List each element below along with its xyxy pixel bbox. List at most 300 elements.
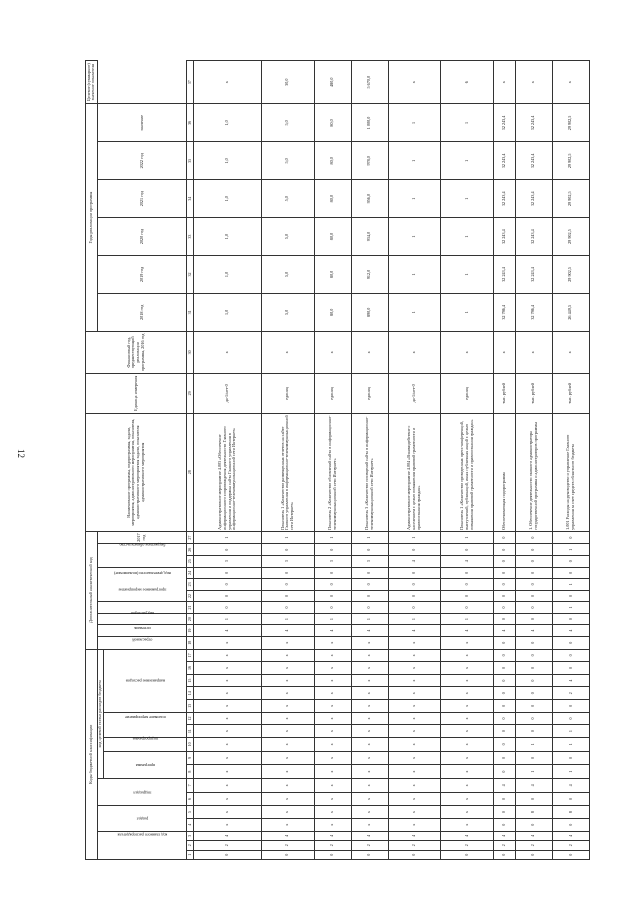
header-prior-year: Финансовый год, предшествующий реализации программы, 2016 год — [86, 331, 187, 373]
code-cell: x — [194, 725, 262, 738]
code-cell: 0 — [314, 590, 351, 602]
code-cell: 0 — [515, 590, 552, 602]
code-cell: 0 — [194, 602, 262, 614]
row-name: Административное мероприятие 4.003 «Обеспечение информационного сопровождения деятельности Главного управления и поддержка сайта Главного управления в информационно-телекоммуникационной сети Интернет» — [194, 413, 262, 531]
code-cell: 3 — [262, 556, 315, 568]
row-year-value: 32 243,4 — [493, 104, 515, 142]
code-cell: 0 — [194, 567, 262, 579]
code-cell: 0 — [493, 662, 515, 675]
row-year-value: 32 243,4 — [515, 142, 552, 180]
code-cell: x — [351, 687, 388, 700]
row-unit: единиц — [314, 373, 351, 413]
code-cell: x — [441, 818, 494, 831]
code-cell: x — [262, 700, 315, 713]
code-cell: 0 — [493, 687, 515, 700]
code-cell: x — [262, 712, 315, 725]
column-number: 32 — [187, 256, 194, 294]
column-number: 5 — [187, 806, 194, 819]
header-subprogram: подпрограмма — [104, 737, 187, 751]
code-cell: x — [262, 818, 315, 831]
code-cell: 0 — [515, 687, 552, 700]
header-main-event: основное мероприятие — [104, 712, 187, 737]
code-cell: 0 — [552, 818, 589, 831]
code-cell: x — [262, 737, 315, 751]
row-year-value: 32 786,4 — [515, 293, 552, 331]
code-cell: x — [314, 700, 351, 713]
code-cell: x — [314, 792, 351, 806]
code-cell: 0 — [552, 613, 589, 625]
code-cell: 0 — [493, 674, 515, 687]
row-name: Показатель 1 «Количество проведенных пресс-конференций, выступлений, публикаций, иных публичных акций с целью повышения правовой грамотности и правосознания граждан» — [441, 413, 494, 531]
column-number: 33 — [187, 218, 194, 256]
code-cell: 0 — [515, 602, 552, 614]
code-cell: 0 — [493, 712, 515, 725]
header-budget-classification: Коды бюджетной классификации — [86, 649, 98, 859]
column-number: 3 — [187, 831, 194, 840]
column-number: 15 — [187, 674, 194, 687]
column-number: 8 — [187, 765, 194, 779]
row-year-value: 32 243,4 — [515, 256, 552, 294]
code-cell: 2 — [314, 841, 351, 850]
code-cell: 3 — [194, 556, 262, 568]
table-row — [493, 61, 515, 860]
code-cell: x — [388, 818, 441, 831]
row-year-value: 32 786,4 — [493, 293, 515, 331]
code-cell: 0 — [493, 725, 515, 738]
code-cell: x — [194, 712, 262, 725]
code-cell: x — [262, 792, 315, 806]
code-cell: 0 — [515, 674, 552, 687]
code-cell: x — [441, 779, 494, 793]
code-cell: 0 — [493, 602, 515, 614]
code-cell: 1 — [388, 531, 441, 544]
code-cell: 0 — [388, 850, 441, 859]
header-direction: направление расходов — [104, 649, 187, 712]
code-cell: x — [351, 674, 388, 687]
row-year-value: 29 902,5 — [552, 180, 589, 218]
row-prior-year: x — [194, 331, 262, 373]
column-number: 29 — [187, 373, 194, 413]
code-cell: 0 — [515, 579, 552, 591]
row-target: 30,0 — [262, 61, 315, 104]
row-year-value: 32 243,4 — [515, 218, 552, 256]
column-number: 35 — [187, 142, 194, 180]
header-year-5: 2021 год — [97, 180, 187, 218]
table-row — [194, 61, 262, 860]
code-cell: 2 — [515, 841, 552, 850]
code-cell: 4 — [262, 831, 315, 840]
code-cell: x — [314, 737, 351, 751]
code-cell: 0 — [493, 765, 515, 779]
row-name: Административное мероприятие 4.004 «Взаимодействие с населением с целью повышения правовой грамотности и правосознания граждан» — [388, 413, 441, 531]
code-cell: 0 — [552, 751, 589, 765]
row-name: Показатель 3 «Количество посещений сайта в информационно-телекоммуникационной сети Интернет» — [351, 413, 388, 531]
code-cell: 4 — [314, 831, 351, 840]
code-cell: x — [314, 687, 351, 700]
code-cell: 1 — [552, 544, 589, 556]
code-cell: 8 — [552, 806, 589, 819]
code-cell: x — [314, 818, 351, 831]
column-number: 17 — [187, 649, 194, 662]
code-cell: 0 — [388, 602, 441, 614]
code-cell: 4 — [552, 674, 589, 687]
code-cell: 4 — [515, 625, 552, 637]
code-cell: 4 — [515, 831, 552, 840]
code-cell: 0 — [351, 850, 388, 859]
code-cell: 0 — [441, 602, 494, 614]
code-cell: x — [351, 649, 388, 662]
code-cell: 4 — [441, 831, 494, 840]
code-cell: 2 — [388, 841, 441, 850]
row-year-value: 80,0 — [314, 142, 351, 180]
code-cell: x — [351, 712, 388, 725]
code-cell: 0 — [441, 590, 494, 602]
row-unit: да-1/нет-0 — [194, 373, 262, 413]
code-cell: 0 — [262, 579, 315, 591]
row-year-value: 80,0 — [314, 180, 351, 218]
code-cell: x — [314, 649, 351, 662]
code-cell: 0 — [441, 850, 494, 859]
code-cell: x — [351, 737, 388, 751]
row-year-value: 1,0 — [194, 180, 262, 218]
code-cell: 0 — [314, 850, 351, 859]
program-table — [85, 60, 590, 860]
code-cell: x — [194, 765, 262, 779]
row-unit: тыс. рублей — [493, 373, 515, 413]
code-cell: 0 — [388, 567, 441, 579]
column-number: 37 — [187, 61, 194, 104]
code-cell: x — [194, 737, 262, 751]
table-row — [515, 61, 552, 860]
code-cell: x — [351, 751, 388, 765]
header-expense-type: вид расходов — [97, 613, 187, 625]
table-row — [388, 61, 441, 860]
code-cell: 1 — [552, 737, 589, 751]
table-row — [552, 61, 589, 860]
header-program-event: программное мероприятие — [97, 602, 187, 614]
code-cell: 0 — [493, 818, 515, 831]
row-year-value: 1 — [441, 180, 494, 218]
code-cell: 0 — [515, 818, 552, 831]
code-cell: x — [388, 712, 441, 725]
row-prior-year: x — [314, 331, 351, 373]
code-cell: 0 — [262, 544, 315, 556]
code-cell: 4 — [493, 831, 515, 840]
code-cell: 1 — [351, 531, 388, 544]
column-number: 18 — [187, 636, 194, 649]
code-cell: 4 — [351, 831, 388, 840]
code-cell: 0 — [388, 590, 441, 602]
code-cell: 0 — [262, 590, 315, 602]
code-cell: 0 — [515, 544, 552, 556]
row-year-value: 29 902,5 — [552, 104, 589, 142]
row-year-value: 1 — [388, 218, 441, 256]
row-year-value: 978,0 — [351, 142, 388, 180]
code-cell: x — [351, 779, 388, 793]
header-subsection: подраздел — [97, 779, 187, 806]
code-cell: x — [194, 792, 262, 806]
code-cell: x — [441, 662, 494, 675]
code-cell: x — [351, 662, 388, 675]
code-cell: 0 — [314, 602, 351, 614]
header-activity-type: вид деятельности (полномочие) — [97, 567, 187, 602]
column-number: 10 — [187, 737, 194, 751]
code-cell: x — [388, 687, 441, 700]
code-cell: x — [262, 765, 315, 779]
row-year-value: 1 — [441, 256, 494, 294]
code-cell: 4 — [314, 625, 351, 637]
column-number: 9 — [187, 751, 194, 765]
row-target: x — [194, 61, 262, 104]
row-year-value: 1 — [388, 104, 441, 142]
column-number: 19 — [187, 625, 194, 637]
code-cell: x — [314, 674, 351, 687]
code-cell: x — [314, 712, 351, 725]
code-cell: 0 — [194, 850, 262, 859]
code-cell: 0 — [493, 590, 515, 602]
code-cell: 4 — [441, 625, 494, 637]
code-cell: 4 — [552, 779, 589, 793]
code-cell: 0 — [515, 531, 552, 544]
header-unit: Единица измерения — [86, 373, 187, 413]
code-cell: 0 — [314, 544, 351, 556]
code-cell: 0 — [552, 662, 589, 675]
row-unit: единиц — [262, 373, 315, 413]
row-year-value: 29 902,5 — [552, 142, 589, 180]
code-cell: x — [441, 687, 494, 700]
code-cell: 0 — [515, 556, 552, 568]
code-cell: 4 — [194, 625, 262, 637]
row-year-value: 1,0 — [194, 293, 262, 331]
column-number: 34 — [187, 180, 194, 218]
code-cell: 0 — [493, 700, 515, 713]
code-cell: 0 — [515, 850, 552, 859]
code-cell: x — [262, 751, 315, 765]
row-unit: да-1/нет-0 — [388, 373, 441, 413]
code-cell: 3 — [314, 556, 351, 568]
code-cell: 0 — [493, 636, 515, 649]
column-number: 1 — [187, 850, 194, 859]
code-cell: 1 — [552, 602, 589, 614]
header-row-1 — [86, 61, 98, 860]
row-target: 480,0 — [314, 61, 351, 104]
code-cell: 0 — [351, 602, 388, 614]
code-cell: x — [441, 806, 494, 819]
code-cell: 0 — [493, 613, 515, 625]
code-cell: x — [388, 751, 441, 765]
column-number-row — [187, 61, 194, 860]
row-year-value: 956,0 — [351, 180, 388, 218]
code-cell: 1 — [515, 737, 552, 751]
header-additional-code: Дополнительный аналитический код — [86, 531, 98, 649]
code-cell: x — [441, 674, 494, 687]
row-year-value: 80,0 — [314, 293, 351, 331]
row-name: 1.001 Расходы на руководство и управление Главного управления за счет средств областного бюджета — [552, 413, 589, 531]
code-cell: x — [194, 649, 262, 662]
code-cell: 2 — [552, 841, 589, 850]
code-cell: x — [388, 792, 441, 806]
code-cell: 0 — [351, 567, 388, 579]
code-cell: 1 — [262, 613, 315, 625]
code-cell: x — [314, 751, 351, 765]
code-cell: x — [351, 806, 388, 819]
row-prior-year: x — [388, 331, 441, 373]
column-number: 13 — [187, 700, 194, 713]
row-prior-year: x — [262, 331, 315, 373]
code-cell: x — [388, 779, 441, 793]
code-cell: 1 — [552, 579, 589, 591]
header-year-6: 2022 год — [97, 142, 187, 180]
code-cell: 0 — [552, 649, 589, 662]
table-row — [314, 61, 351, 860]
page-number: 12 — [16, 449, 26, 458]
code-cell: x — [388, 649, 441, 662]
row-year-value: 5,0 — [262, 142, 315, 180]
code-cell: 1 — [194, 613, 262, 625]
code-cell: x — [262, 674, 315, 687]
row-year-value: 1 — [441, 142, 494, 180]
row-year-value: 1,0 — [194, 142, 262, 180]
code-cell: 0 — [351, 590, 388, 602]
code-cell: 0 — [493, 792, 515, 806]
code-cell: x — [388, 806, 441, 819]
code-cell: 0 — [493, 751, 515, 765]
code-cell: 0 — [314, 579, 351, 591]
row-unit: тыс. рублей — [515, 373, 552, 413]
code-cell: 4 — [552, 625, 589, 637]
row-name: Показатель 2 «Количество обновлений сайта в информационно-телекоммуникационной сети Интернет» — [314, 413, 351, 531]
row-year-value: 1 — [388, 256, 441, 294]
column-number: 6 — [187, 792, 194, 806]
code-cell: x — [194, 818, 262, 831]
row-year-value: 890,0 — [351, 293, 388, 331]
code-cell: x — [441, 636, 494, 649]
row-year-value: 5,0 — [262, 104, 315, 142]
code-cell: x — [351, 700, 388, 713]
code-cell: x — [314, 806, 351, 819]
code-cell: x — [194, 687, 262, 700]
row-year-value: 29 902,5 — [552, 256, 589, 294]
row-year-value: 1,0 — [194, 218, 262, 256]
code-cell: 1 — [441, 531, 494, 544]
header-funding-source: источник — [97, 625, 187, 637]
row-year-value: 5,0 — [262, 256, 315, 294]
code-cell: x — [262, 806, 315, 819]
code-cell: 4 — [351, 625, 388, 637]
code-cell: 2 — [441, 841, 494, 850]
code-cell: 0 — [552, 700, 589, 713]
code-cell: 1 — [388, 613, 441, 625]
code-cell: x — [388, 674, 441, 687]
row-target: 6 — [441, 61, 494, 104]
column-number: 28 — [187, 413, 194, 531]
code-cell: 0 — [262, 602, 315, 614]
header-name: Наименование программы, подпрограммы, задачи, мероприятия, административного мероприятия, показателя, административного мероприятия задачи, показателя административного мероприятия — [86, 413, 187, 531]
code-cell: x — [262, 779, 315, 793]
code-cell: 0 — [194, 590, 262, 602]
code-cell: x — [441, 712, 494, 725]
code-cell: 0 — [351, 544, 388, 556]
row-year-value: 80,0 — [314, 104, 351, 142]
code-cell: x — [351, 818, 388, 831]
code-cell: 0 — [262, 567, 315, 579]
code-cell: 2 — [351, 841, 388, 850]
code-cell: 0 — [441, 544, 494, 556]
header-program: программа — [104, 751, 187, 778]
row-year-value: 1 — [441, 293, 494, 331]
header-target-article: код целевой статьи расходов бюджета — [97, 649, 104, 778]
code-cell: 1 — [314, 613, 351, 625]
code-cell: x — [441, 700, 494, 713]
row-year-value: 80,0 — [314, 218, 351, 256]
code-cell: 0 — [515, 792, 552, 806]
row-year-value: 32 243,4 — [493, 256, 515, 294]
column-number: 24 — [187, 567, 194, 579]
code-cell: 1 — [515, 765, 552, 779]
code-cell: 0 — [351, 579, 388, 591]
code-cell: x — [441, 792, 494, 806]
code-cell: x — [388, 662, 441, 675]
code-cell: x — [441, 751, 494, 765]
row-year-value: 1 — [388, 142, 441, 180]
code-cell: 4 — [388, 556, 441, 568]
code-cell: x — [262, 687, 315, 700]
code-cell: 0 — [552, 590, 589, 602]
code-cell: 1 — [351, 613, 388, 625]
code-cell: 0 — [493, 531, 515, 544]
code-cell: 0 — [388, 544, 441, 556]
column-number: 7 — [187, 779, 194, 793]
column-number: 36 — [187, 104, 194, 142]
code-cell: 0 — [493, 567, 515, 579]
column-number: 16 — [187, 662, 194, 675]
code-cell: 0 — [515, 567, 552, 579]
table-row — [441, 61, 494, 860]
row-year-value: 1 — [388, 293, 441, 331]
column-number: 30 — [187, 331, 194, 373]
column-number: 23 — [187, 579, 194, 591]
column-number: 25 — [187, 556, 194, 568]
row-target: x — [515, 61, 552, 104]
code-cell: x — [351, 792, 388, 806]
code-cell: 0 — [515, 751, 552, 765]
row-prior-year: x — [441, 331, 494, 373]
code-cell: 0 — [441, 579, 494, 591]
column-number: 4 — [187, 818, 194, 831]
code-cell: x — [388, 765, 441, 779]
code-cell: 0 — [194, 544, 262, 556]
code-cell: 0 — [552, 556, 589, 568]
code-cell: 0 — [552, 850, 589, 859]
row-year-value: 32 243,4 — [515, 104, 552, 142]
code-cell: 0 — [515, 636, 552, 649]
header-target-value: значение — [97, 104, 187, 142]
row-name: Обеспечивающая подпрограмма — [493, 413, 515, 531]
column-number: 20 — [187, 613, 194, 625]
row-unit: единиц — [441, 373, 494, 413]
column-number: 27 — [187, 531, 194, 544]
code-cell: 0 — [552, 567, 589, 579]
code-cell: 2 — [493, 841, 515, 850]
row-target: x — [552, 61, 589, 104]
row-year-value: 80,0 — [314, 256, 351, 294]
row-name: 1. Обеспечение деятельности главного администратора государственной программы и администраторов программы — [515, 413, 552, 531]
code-cell: 2 — [552, 687, 589, 700]
code-cell: 4 — [388, 625, 441, 637]
table-row — [262, 61, 315, 860]
code-cell: x — [194, 751, 262, 765]
column-number: 21 — [187, 602, 194, 614]
